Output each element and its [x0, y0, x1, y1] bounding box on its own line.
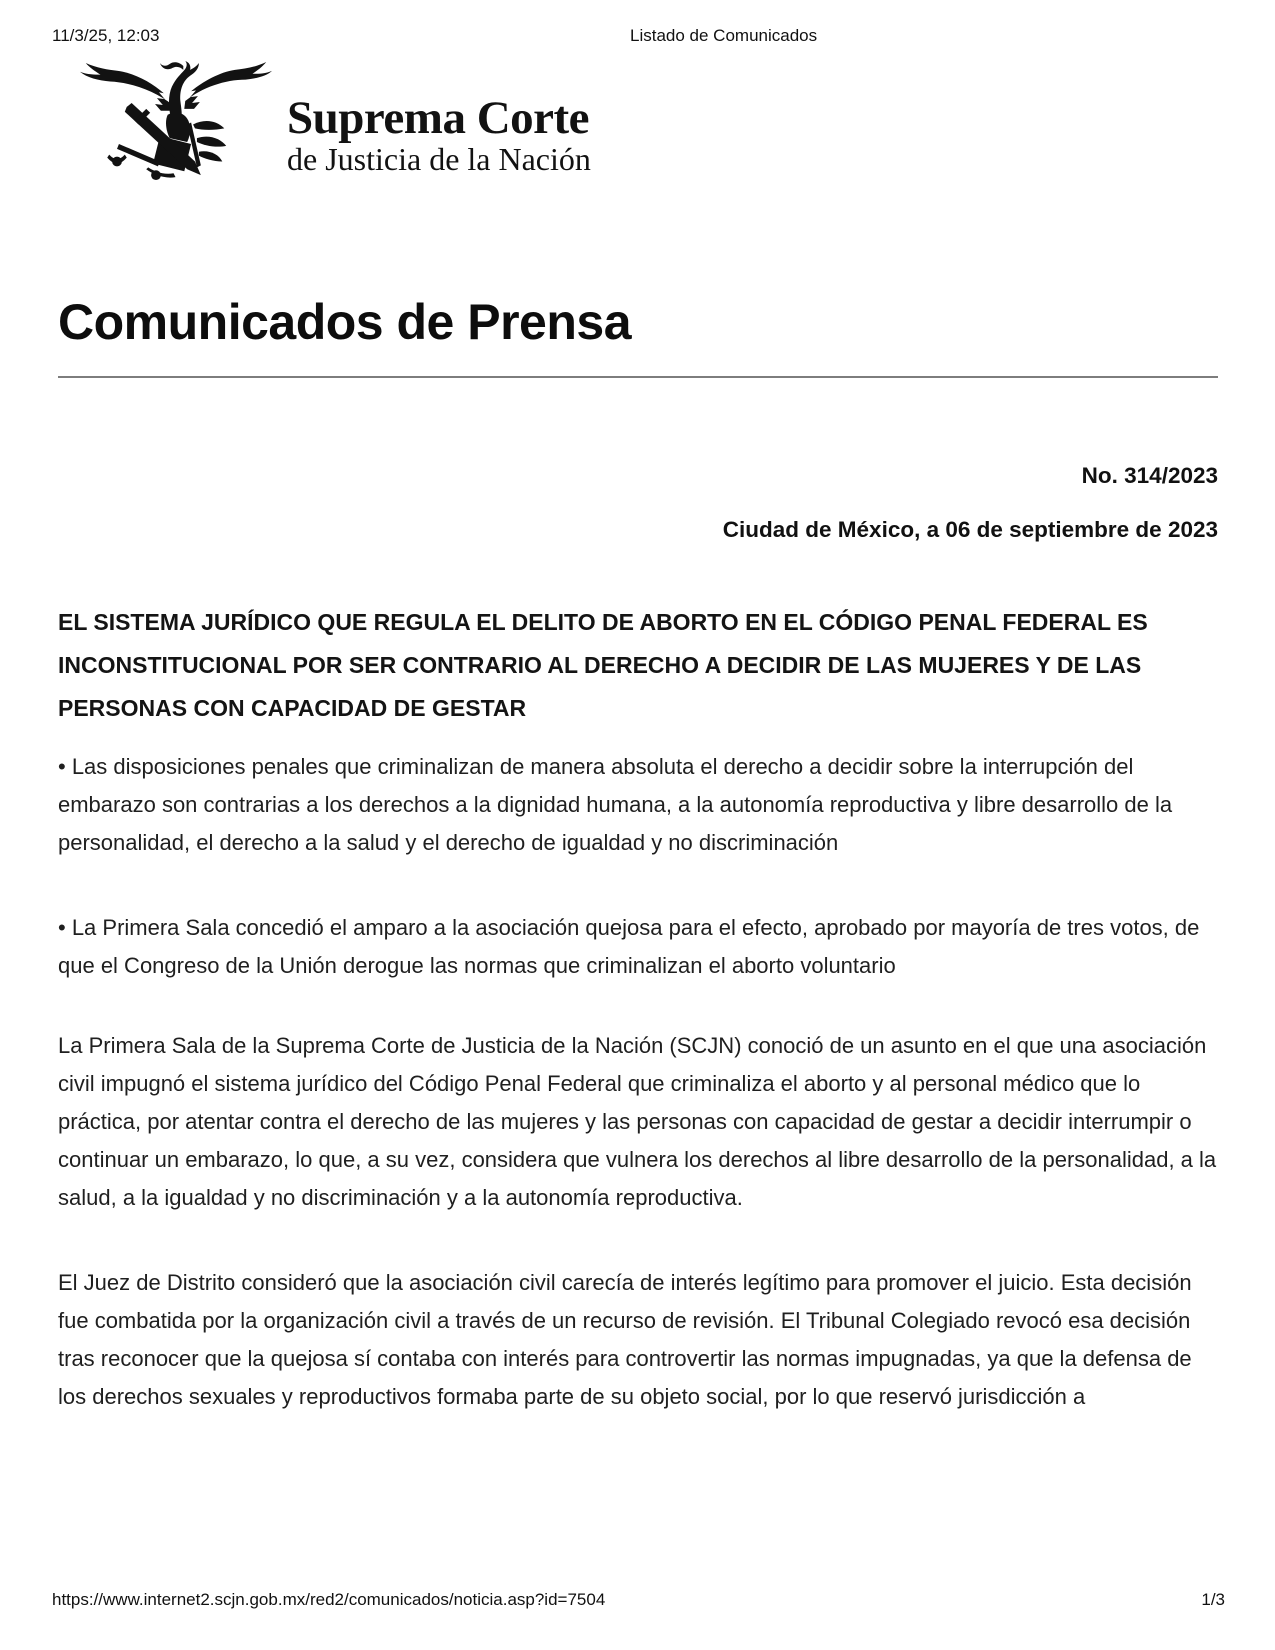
document-content [58, 0, 1218, 1416]
article-paragraph: La Primera Sala de la Suprema Corte de Justicia de la Nación (SCJN) conoció de un asunto en el que una asociación civil impugnó el sistema jurídico del Código Penal Federal que criminaliza el aborto y al personal médico que lo práctica, por atentar contra el derecho de las mujeres y las personas con capacidad de gestar a decidir interrumpir o continuar un embarazo, lo que, a su vez, considera que vulnera los derechos al libre desarrollo de la personalidad, a la salud, a la igualdad y no discriminación y a la autonomía reproductiva. [58, 1033, 1217, 1210]
dateline: Ciudad de México, a 06 de septiembre de 2023 [722, 517, 1218, 542]
article-headline: EL SISTEMA JURÍDICO QUE REGULA EL DELITO DE ABORTO EN EL CÓDIGO PENAL FEDERAL ES INCONSTITUCIONAL POR SER CONTRARIO AL DERECHO A DECIDIR DE LAS MUJERES Y DE LAS PERSONAS CON CAPACIDAD DE GESTAR [58, 609, 1148, 721]
footer-url: https://www.internet2.scjn.gob.mx/red2/comunicados/noticia.asp?id=7504 [52, 1590, 606, 1609]
press-release-body [58, 601, 1218, 1416]
release-number: No. 314/2023 [1081, 463, 1218, 488]
article-bullet: • Las disposiciones penales que criminalizan de manera absoluta el derecho a decidir sobre la interrupción del embarazo son contrarias a los derechos a la dignidad humana, a la autonomía reproductiva y libre desarrollo de la personalidad, el derecho a la salud y el derecho de igualdad y no discriminación [58, 754, 1173, 855]
release-meta [58, 462, 1218, 544]
scjn-eagle-emblem-icon [78, 60, 273, 185]
logo-subtitle: de Justicia de la Nación [287, 141, 591, 177]
print-doc-title: Listado de Comunicados [630, 26, 818, 45]
scjn-logo [78, 60, 1218, 185]
article-paragraph: El Juez de Distrito consideró que la asociación civil carecía de interés legítimo para promover el juicio. Esta decisión fue combatida por la organización civil a través de un recurso de revisión. El Tribunal Colegiado revocó esa decisión tras reconocer que la quejosa sí contaba con interés para controvertir las normas impugnadas, ya que la defensa de los derechos sexuales y reproductivos formaba parte de su objeto social, por lo que reservó jurisdicción a [58, 1270, 1192, 1409]
page-title: Comunicados de Prensa [58, 294, 631, 350]
print-footer [52, 1590, 1225, 1610]
logo-title: Suprema Corte [287, 92, 590, 144]
print-timestamp: 11/3/25, 12:03 [52, 26, 160, 45]
logo-text [287, 92, 591, 177]
title-divider [58, 376, 1218, 378]
page-indicator: 1/3 [1201, 1590, 1225, 1609]
article-bullet: • La Primera Sala concedió el amparo a la asociación quejosa para el efecto, aprobado por mayoría de tres votos, de que el Congreso de la Unión derogue las normas que criminalizan el aborto voluntario [58, 915, 1200, 978]
